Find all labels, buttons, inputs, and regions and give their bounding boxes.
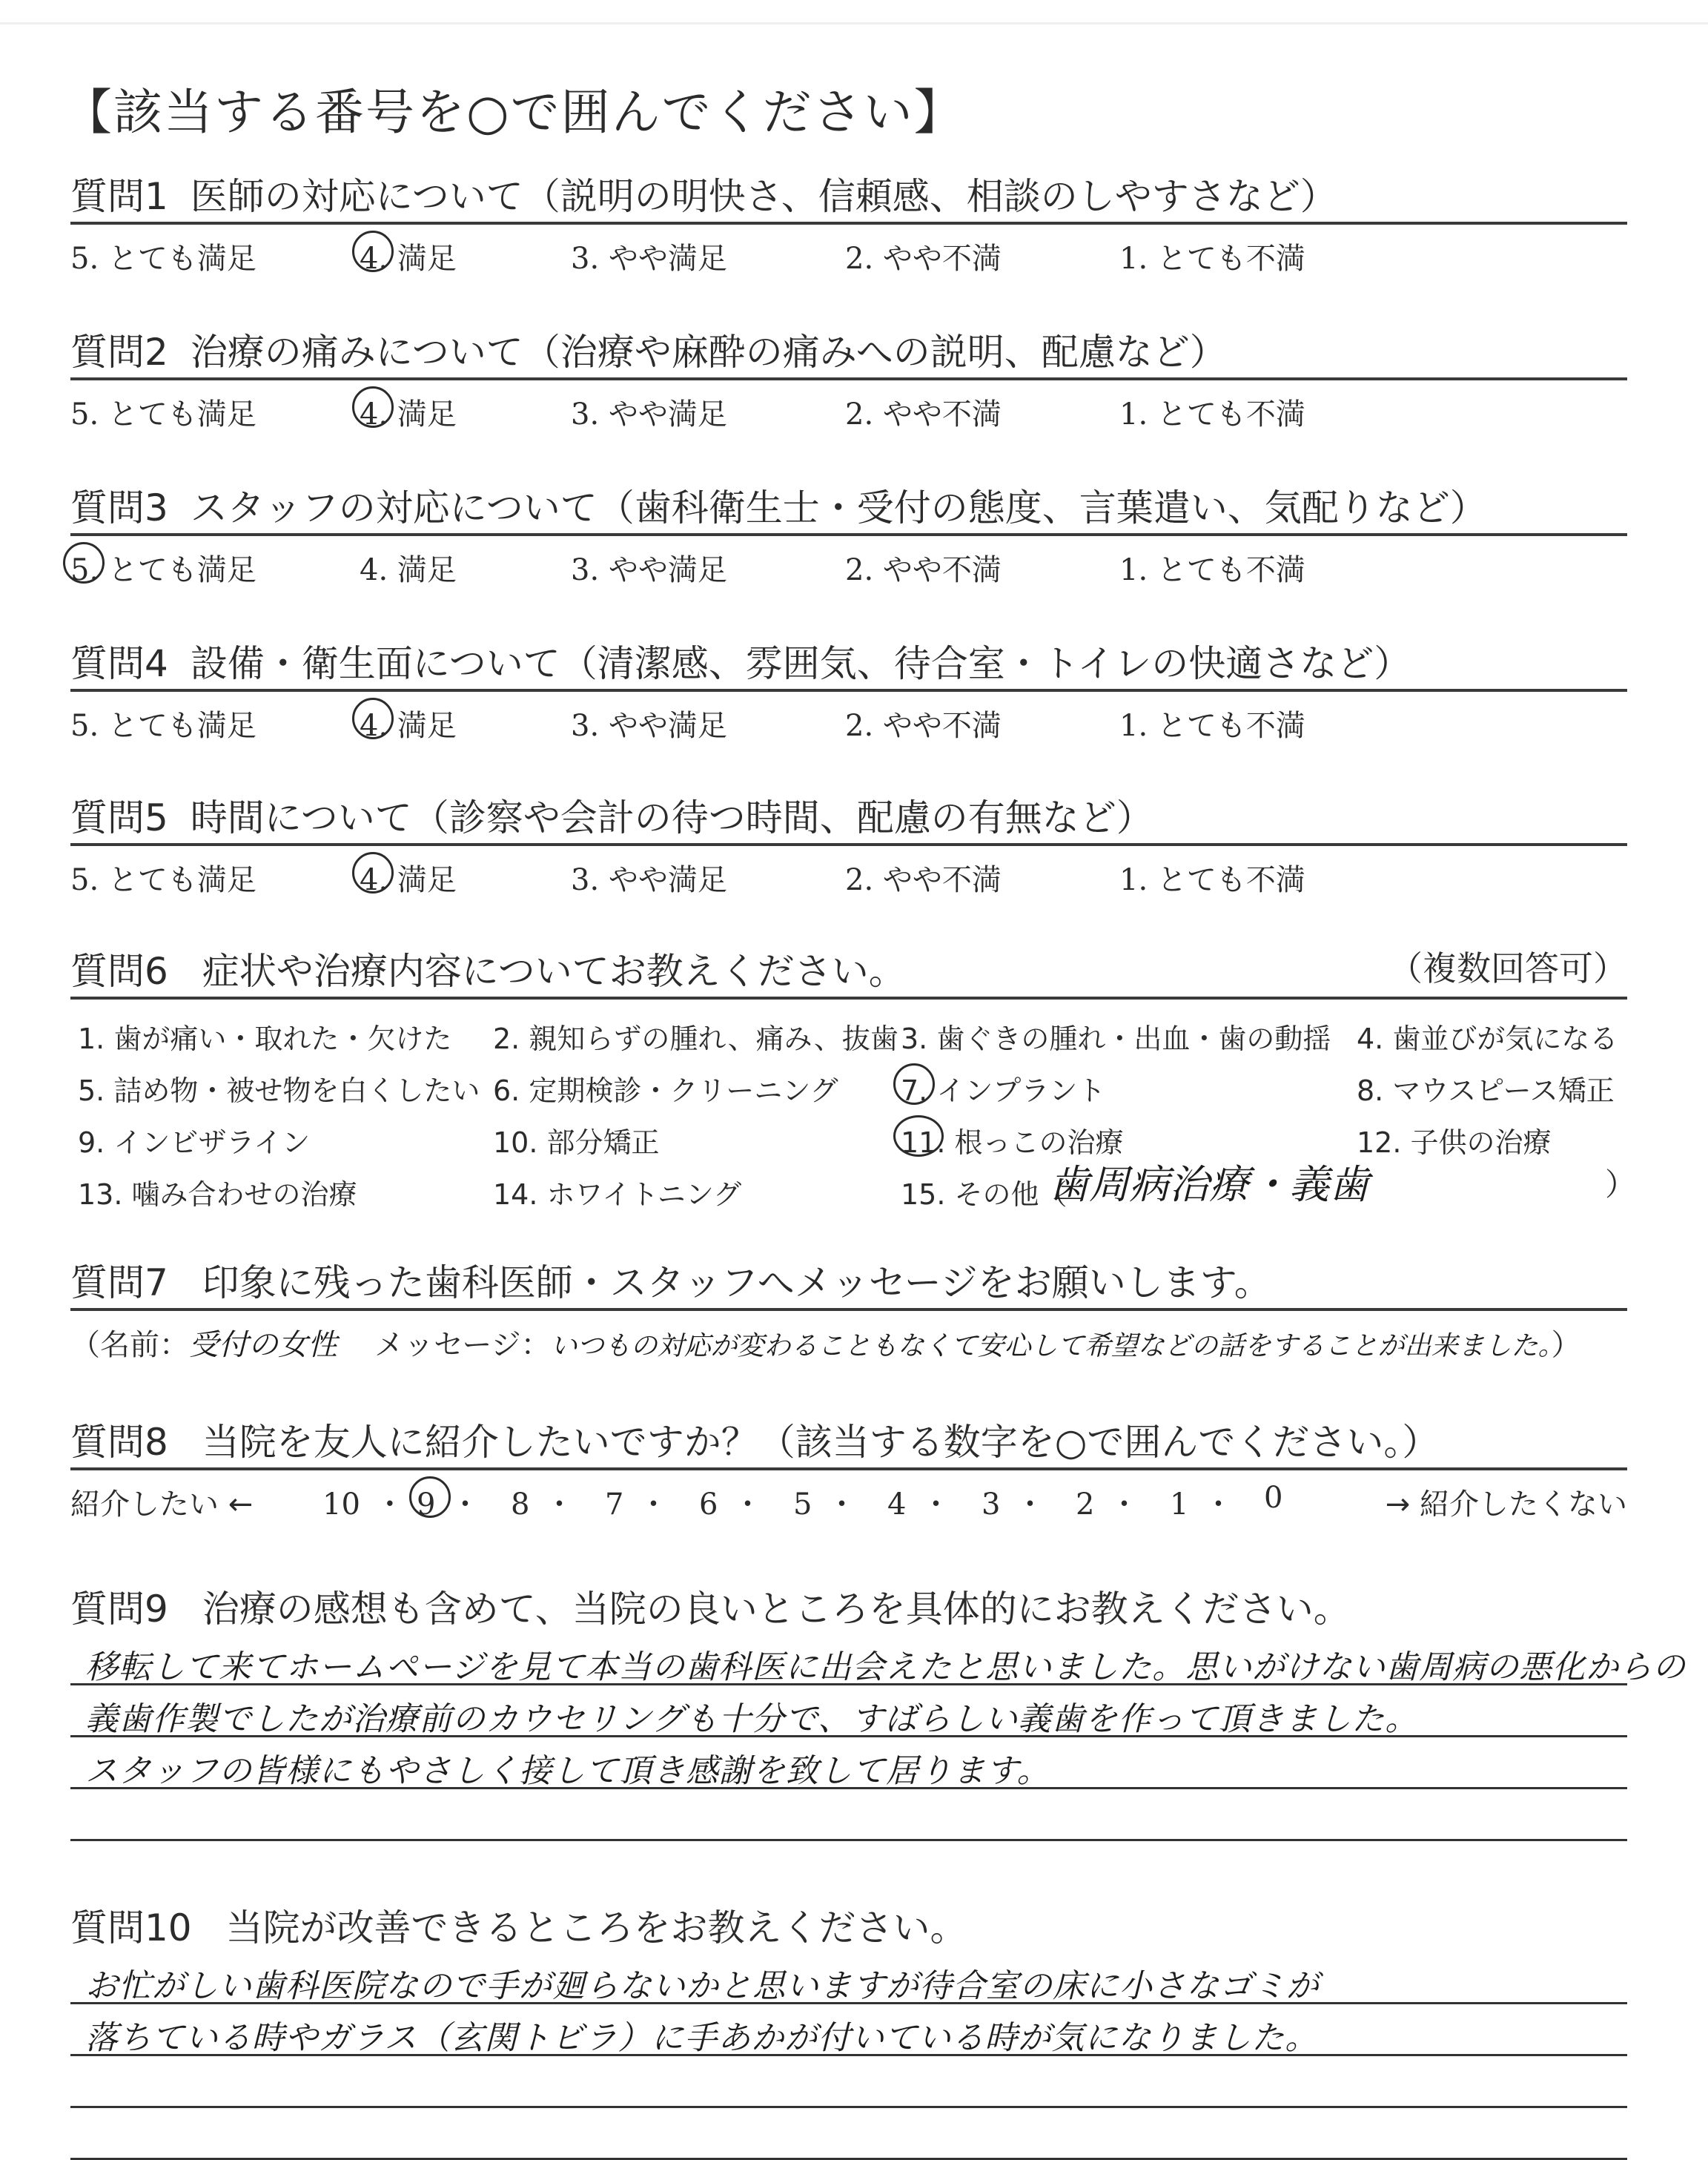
scale-number[interactable] <box>417 1481 480 1523</box>
rating-option[interactable] <box>360 235 457 277</box>
rating-option-label: 3. やや満足 <box>571 863 727 897</box>
scale-number-label: 8 <box>511 1487 530 1522</box>
question-number: 質問7 <box>70 1261 168 1304</box>
rating-option-label: 1. とても不満 <box>1119 709 1305 743</box>
rating-options <box>70 382 1627 434</box>
rating-option[interactable] <box>1119 391 1305 433</box>
rating-option[interactable] <box>1119 702 1305 744</box>
symptom-option[interactable] <box>493 1120 660 1160</box>
other-answer-handwritten: 歯周病治療・義歯 <box>1049 1161 1369 1208</box>
question-rule <box>70 1308 1627 1311</box>
symptom-option[interactable] <box>78 1172 357 1212</box>
rating-option[interactable] <box>1119 546 1305 589</box>
symptom-option-label: 14. ホワイトニング <box>493 1178 742 1211</box>
selected-circle-mark <box>352 852 394 894</box>
name-value: 受付の女性 <box>189 1328 337 1362</box>
question-7 <box>70 1253 1627 1362</box>
question-text: 設備・衛生面について（清潔感、雰囲気、待合室・トイレの快適さなど） <box>190 642 1411 685</box>
scale-number-label: 4 <box>887 1487 907 1522</box>
rating-option-label: 4. 満足 <box>360 242 457 276</box>
rating-option-label: 2. やや不満 <box>845 553 1002 587</box>
rating-option-label: 1. とても不満 <box>1119 397 1305 432</box>
rating-option[interactable] <box>1119 856 1305 899</box>
page-top-edge <box>0 0 1708 24</box>
question-text: 当院が改善できるところをお教えください。 <box>225 1906 967 1949</box>
scale-number-label: 1 <box>1170 1487 1189 1522</box>
rating-option[interactable] <box>70 856 256 899</box>
selected-circle-mark <box>409 1476 451 1518</box>
answer-rule-line <box>70 2106 1627 2108</box>
rating-option[interactable] <box>571 391 727 433</box>
rating-option-label: 4. 満足 <box>360 397 457 432</box>
rating-option[interactable] <box>845 702 1002 744</box>
rating-option-label: 2. やや不満 <box>845 863 1002 897</box>
scale-number[interactable] <box>982 1481 1045 1523</box>
symptom-option[interactable] <box>493 1172 741 1212</box>
rating-option[interactable] <box>845 391 1002 433</box>
rating-option[interactable] <box>360 702 457 744</box>
scale-number[interactable] <box>1076 1481 1139 1523</box>
selected-circle-mark <box>63 542 105 584</box>
question-6 <box>70 942 1637 1211</box>
rating-option-label: 3. やや満足 <box>571 709 727 743</box>
scale-separator: ・ <box>732 1487 763 1522</box>
scale-separator: ・ <box>921 1487 951 1522</box>
rating-option[interactable] <box>571 235 727 277</box>
rating-option[interactable] <box>571 546 727 589</box>
question-4 <box>70 634 1627 741</box>
symptom-option[interactable] <box>1357 1068 1615 1109</box>
symptom-option-label: 9. インビザライン <box>78 1126 311 1159</box>
rating-option-label: 4. 満足 <box>360 553 457 587</box>
rating-option-label: 5. とても満足 <box>70 863 256 897</box>
rating-option-label: 1. とても不満 <box>1119 863 1305 897</box>
rating-option-label: 3. やや満足 <box>571 553 727 587</box>
rating-option[interactable] <box>845 235 1002 277</box>
rating-option[interactable] <box>845 856 1002 899</box>
scale-number-label: 7 <box>605 1487 624 1522</box>
selected-circle-mark <box>352 386 394 428</box>
scale-number[interactable] <box>887 1481 950 1523</box>
rating-options <box>70 848 1627 899</box>
symptom-option[interactable] <box>493 1016 898 1057</box>
question-text: スタッフの対応について（歯科衛生士・受付の態度、言葉遣い、気配りなど） <box>190 486 1487 529</box>
question-10 <box>70 1898 1627 2057</box>
rating-option-label: 4. 満足 <box>360 709 457 743</box>
symptom-option[interactable] <box>493 1068 838 1109</box>
question-text: 治療の痛みについて（治療や麻酔の痛みへの説明、配慮など） <box>190 331 1227 374</box>
question-number: 質問1 <box>70 175 168 218</box>
scale-separator: ・ <box>1203 1487 1234 1522</box>
symptom-option-label: 2. 親知らずの腫れ、痛み、抜歯 <box>493 1023 898 1055</box>
question-1 <box>70 167 1627 274</box>
scale-number-label: 5 <box>793 1487 812 1522</box>
symptom-option-label: 13. 噛み合わせの治療 <box>78 1178 357 1211</box>
question-text: 印象に残った歯科医師・スタッフへメッセージをお願いします。 <box>202 1261 1271 1304</box>
scale-number[interactable] <box>511 1481 574 1523</box>
question-rule <box>70 843 1627 846</box>
question-text: 治療の感想も含めて、当院の良いところを具体的にお教えください。 <box>202 1588 1351 1631</box>
scale-number-label: 3 <box>982 1487 1001 1522</box>
recommend-scale <box>70 1481 253 1523</box>
message-label: メッセージ： <box>374 1328 551 1362</box>
scale-separator: ・ <box>544 1487 575 1522</box>
question-8 <box>70 1413 1627 1522</box>
question-number: 質問6 <box>70 950 168 993</box>
question-number: 質問3 <box>70 486 168 529</box>
scale-number-label: 2 <box>1076 1487 1095 1522</box>
question-rule <box>70 997 1627 1000</box>
question-number: 質問2 <box>70 331 168 374</box>
rating-options <box>70 226 1627 278</box>
question-rule <box>70 377 1627 380</box>
rating-option-label: 5. とても満足 <box>70 242 256 276</box>
selected-circle-mark <box>893 1115 944 1157</box>
other-close-paren: ） <box>1605 1166 1637 1203</box>
handwritten-answer-line: お忙がしい歯科医院なので手が廻らないかと思いますが待合室の床に小さなゴミが <box>85 1967 1320 2005</box>
scale-number[interactable] <box>699 1481 762 1523</box>
rating-option-label: 5. とても満足 <box>70 709 256 743</box>
symptom-option[interactable] <box>901 1016 1331 1057</box>
scale-number[interactable] <box>1170 1481 1233 1523</box>
symptom-option-label: 5. 詰め物・被せ物を白くしたい <box>78 1074 480 1107</box>
scale-separator: ・ <box>450 1487 480 1522</box>
symptom-option-label: 11. 根っこの治療 <box>901 1126 1124 1159</box>
rating-option[interactable] <box>1119 235 1305 277</box>
symptom-option[interactable] <box>1357 1120 1552 1160</box>
symptom-option-label: 4. 歯並びが気になる <box>1357 1023 1618 1055</box>
question-text: 医師の対応について（説明の明快さ、信頼感、相談のしやすさなど） <box>190 175 1337 218</box>
symptom-option-label: 10. 部分矯正 <box>493 1126 660 1159</box>
rating-option-label: 4. 満足 <box>360 863 457 897</box>
rating-option[interactable] <box>360 391 457 433</box>
rating-option-label: 2. やや不満 <box>845 242 1002 276</box>
symptom-option[interactable] <box>78 1068 480 1109</box>
scale-number[interactable] <box>605 1481 668 1523</box>
rating-options <box>70 538 1627 589</box>
question-number: 質問4 <box>70 642 168 685</box>
rating-option-label: 3. やや満足 <box>571 397 727 432</box>
scale-separator: ・ <box>1015 1487 1045 1522</box>
rating-option-label: 1. とても不満 <box>1119 553 1305 587</box>
scale-separator: ・ <box>1109 1487 1139 1522</box>
rating-option[interactable] <box>360 546 457 589</box>
question-rule <box>70 689 1627 692</box>
scale-right-label: → 紹介したくない <box>1385 1487 1627 1522</box>
question-rule <box>70 222 1627 225</box>
question-3 <box>70 478 1627 585</box>
symptom-option-label: 8. マウスピース矯正 <box>1357 1074 1615 1107</box>
question-5 <box>70 788 1627 895</box>
scale-number[interactable] <box>322 1481 405 1523</box>
close-paren: ） <box>1551 1328 1581 1362</box>
scale-number-label: 0 <box>1264 1481 1283 1515</box>
symptom-option-label: 1. 歯が痛い・取れた・欠けた <box>78 1023 452 1055</box>
rating-option-label: 3. やや満足 <box>571 242 727 276</box>
question-9 <box>70 1579 1687 1790</box>
scale-separator: ・ <box>374 1487 405 1522</box>
scale-separator: ・ <box>827 1487 857 1522</box>
scale-number-label: 9 <box>417 1487 436 1522</box>
rating-option-label: 2. やや不満 <box>845 397 1002 432</box>
scale-number-label: 6 <box>699 1487 718 1522</box>
multiple-answers-note: （複数回答可） <box>1388 948 1627 988</box>
rating-option[interactable] <box>70 546 256 589</box>
scale-number[interactable] <box>1264 1481 1282 1515</box>
question-number: 質問9 <box>70 1588 168 1631</box>
rating-option-label: 5. とても満足 <box>70 397 256 432</box>
scale-number[interactable] <box>793 1481 856 1523</box>
message-value: いつもの対応が変わることもなくて安心して希望などの話をすることが出来ました。 <box>550 1331 1552 1361</box>
symptom-option-label: 15. その他（ <box>901 1178 1068 1211</box>
scale-number-label: 10 <box>322 1487 360 1522</box>
symptom-option-label: 7. インプラント <box>901 1074 1106 1107</box>
symptom-option[interactable] <box>1357 1016 1618 1057</box>
symptom-option-label: 3. 歯ぐきの腫れ・出血・歯の動揺 <box>901 1023 1331 1055</box>
answer-rule-line <box>70 1839 1627 1841</box>
rating-option[interactable] <box>70 235 256 277</box>
rating-option[interactable] <box>70 702 256 744</box>
symptom-option[interactable] <box>901 1172 1068 1212</box>
rating-option[interactable] <box>360 856 457 899</box>
selected-circle-mark <box>352 231 394 272</box>
handwritten-answer-line: スタッフの皆様にもやさしく接して頂き感謝を致して居ります。 <box>85 1752 1050 1790</box>
rating-option-label: 2. やや不満 <box>845 709 1002 743</box>
rating-options <box>70 693 1627 745</box>
question-number: 質問8 <box>70 1421 168 1464</box>
rating-option[interactable] <box>70 391 256 433</box>
question-number: 質問10 <box>70 1906 192 1949</box>
name-label: （名前： <box>70 1328 189 1362</box>
rating-option[interactable] <box>571 702 727 744</box>
symptom-option[interactable] <box>78 1016 451 1057</box>
selected-circle-mark <box>352 698 394 739</box>
question-rule <box>70 1467 1627 1470</box>
rating-option-label: 5. とても満足 <box>70 553 256 587</box>
symptom-option[interactable] <box>78 1120 310 1160</box>
rating-option[interactable] <box>571 856 727 899</box>
handwritten-answer-line: 落ちている時やガラス（玄関トビラ）に手あかが付いている時が気になりました。 <box>85 2019 1319 2057</box>
handwritten-answer-line: 義歯作製でしたが治療前のカウセリングも十分で、すばらしい義歯を作って頂きました。 <box>85 1700 1419 1738</box>
question-text: 時間について（診察や会計の待つ時間、配慮の有無など） <box>190 796 1153 839</box>
form-title: 【該当する番号を○で囲んでください】 <box>63 84 964 141</box>
question-number: 質問5 <box>70 796 168 839</box>
question-text: 症状や治療内容についてお教えください。 <box>202 950 906 993</box>
symptom-option-label: 12. 子供の治療 <box>1357 1126 1552 1159</box>
question-rule <box>70 533 1627 536</box>
handwritten-answer-line: 移転して来てホームページを見て本当の歯科医に出会えたと思いました。思いがけない歯周病の悪化からの <box>85 1648 1687 1686</box>
rating-option-label: 1. とても不満 <box>1119 242 1305 276</box>
rating-option[interactable] <box>845 546 1002 589</box>
scale-separator: ・ <box>638 1487 669 1522</box>
scale-left-label: 紹介したい ← <box>70 1487 254 1522</box>
symptom-option[interactable] <box>901 1068 1105 1109</box>
symptom-option-label: 6. 定期検診・クリーニング <box>493 1074 838 1107</box>
question-2 <box>70 323 1627 432</box>
question-text: 当院を友人に紹介したいですか？（該当する数字を○で囲んでください。） <box>202 1421 1440 1464</box>
selected-circle-mark <box>893 1063 935 1105</box>
